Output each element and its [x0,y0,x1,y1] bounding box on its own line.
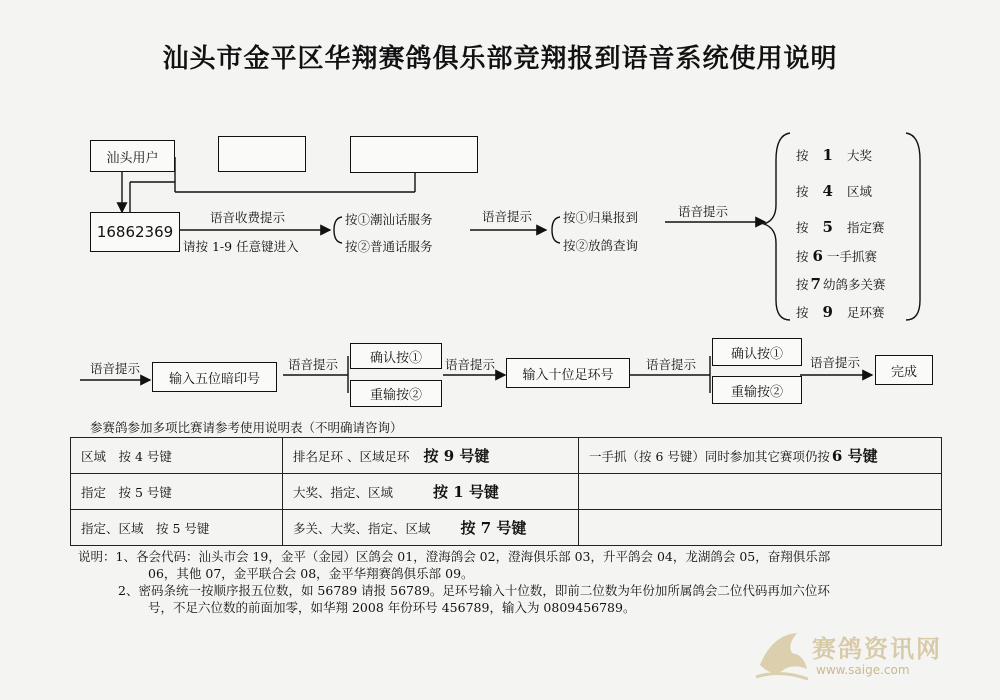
prompt-fee: 语音收费提示 [210,210,286,225]
table-row [71,438,942,474]
table-cell: 区域 按 4 号键 [71,438,283,474]
prompt-voice-d: 语音提示 [646,357,697,372]
notes [78,548,958,616]
table-cell: 指定 按 5 号键 [71,474,283,510]
table-cell: 一手抓（按 6 号键）同时参加其它赛项仍按 6 号键 [579,438,942,474]
prompt-voice-c: 语音提示 [445,357,496,372]
note-line: 说明：1、各会代码：汕头市会 19，金平（金园）区鸽会 01，澄海鸽会 02，澄海俱乐部 03，升平鸽会 04，龙湖鸽会 05，奋翔俱乐部 [78,549,831,564]
prompt-voice-a: 语音提示 [90,361,141,376]
prompt-voice-2: 语音提示 [482,209,533,224]
table-cell: 多关、大奖、指定、区域 按 7 号键 [283,510,579,546]
option-teochew: 按①潮汕话服务 [345,212,433,227]
done-box: 完成 [875,355,933,385]
watermark-logo [752,625,972,685]
note-line: 06，其他 07，金平联合会 08，金平华翔赛鸽俱乐部 09。 [148,566,474,581]
table-cell: 指定、区域 按 5 号键 [71,510,283,546]
table-cell [579,474,942,510]
watermark-name: 赛鸽资讯网 [812,635,942,663]
input-code-box: 输入五位暗印号 [152,362,277,392]
table-row [71,474,942,510]
race-menu-item: 按 7 幼鸽多关赛 [796,275,886,293]
race-menu-item: 按 1 大奖 [796,146,872,164]
prompt-voice-3: 语音提示 [678,204,729,219]
note-line: 号，不足六位数的前面加零，如华翔 2008 年份环号 456789，输入为 0809456789。 [148,600,636,615]
phone-number-box: 16862369 [90,212,180,252]
race-menu-item: 按 9 足环赛 [796,303,885,321]
option-release-query: 按②放鸽查询 [563,238,639,253]
table-row [71,510,942,546]
empty-box-1 [218,136,306,172]
table-cell: 大奖、指定、区域 按 1 号键 [283,474,579,510]
confirm-box-1: 确认按① [350,343,442,369]
race-menu-item: 按 4 区域 [796,182,872,200]
table-caption: 参赛鸽参加多项比赛请参考使用说明表（不明确请咨询） [90,420,403,435]
note-line: 2、密码条统一按顺序报五位数，如 56789 请报 56789。足环号输入十位数，即前二位数为年份加所属鸽会二位代码再加六位环 [118,583,830,598]
prompt-voice-e: 语音提示 [810,355,861,370]
reference-table [70,437,942,546]
option-homing-report: 按①归巢报到 [563,210,639,225]
empty-box-2 [350,136,478,173]
user-box: 汕头用户 [90,140,175,172]
pigeon-icon [752,625,812,685]
reenter-box-1: 重输按② [350,380,442,407]
race-menu-item: 按 6 一手抓赛 [796,247,877,265]
race-menu-item: 按 5 指定赛 [796,218,885,236]
prompt-voice-b: 语音提示 [288,357,339,372]
reenter-box-2: 重输按② [712,376,802,404]
table-cell: 排名足环 、区域足环 按 9 号键 [283,438,579,474]
confirm-box-2: 确认按① [712,338,802,366]
input-ring-box: 输入十位足环号 [506,358,630,388]
watermark-url: www.saige.com [816,663,910,677]
document-title: 汕头市金平区华翔赛鸽俱乐部竞翔报到语音系统使用说明 [162,44,838,74]
prompt-press-key: 请按 1-9 任意键进入 [183,239,299,254]
option-mandarin: 按②普通话服务 [345,239,433,254]
table-cell [579,510,942,546]
